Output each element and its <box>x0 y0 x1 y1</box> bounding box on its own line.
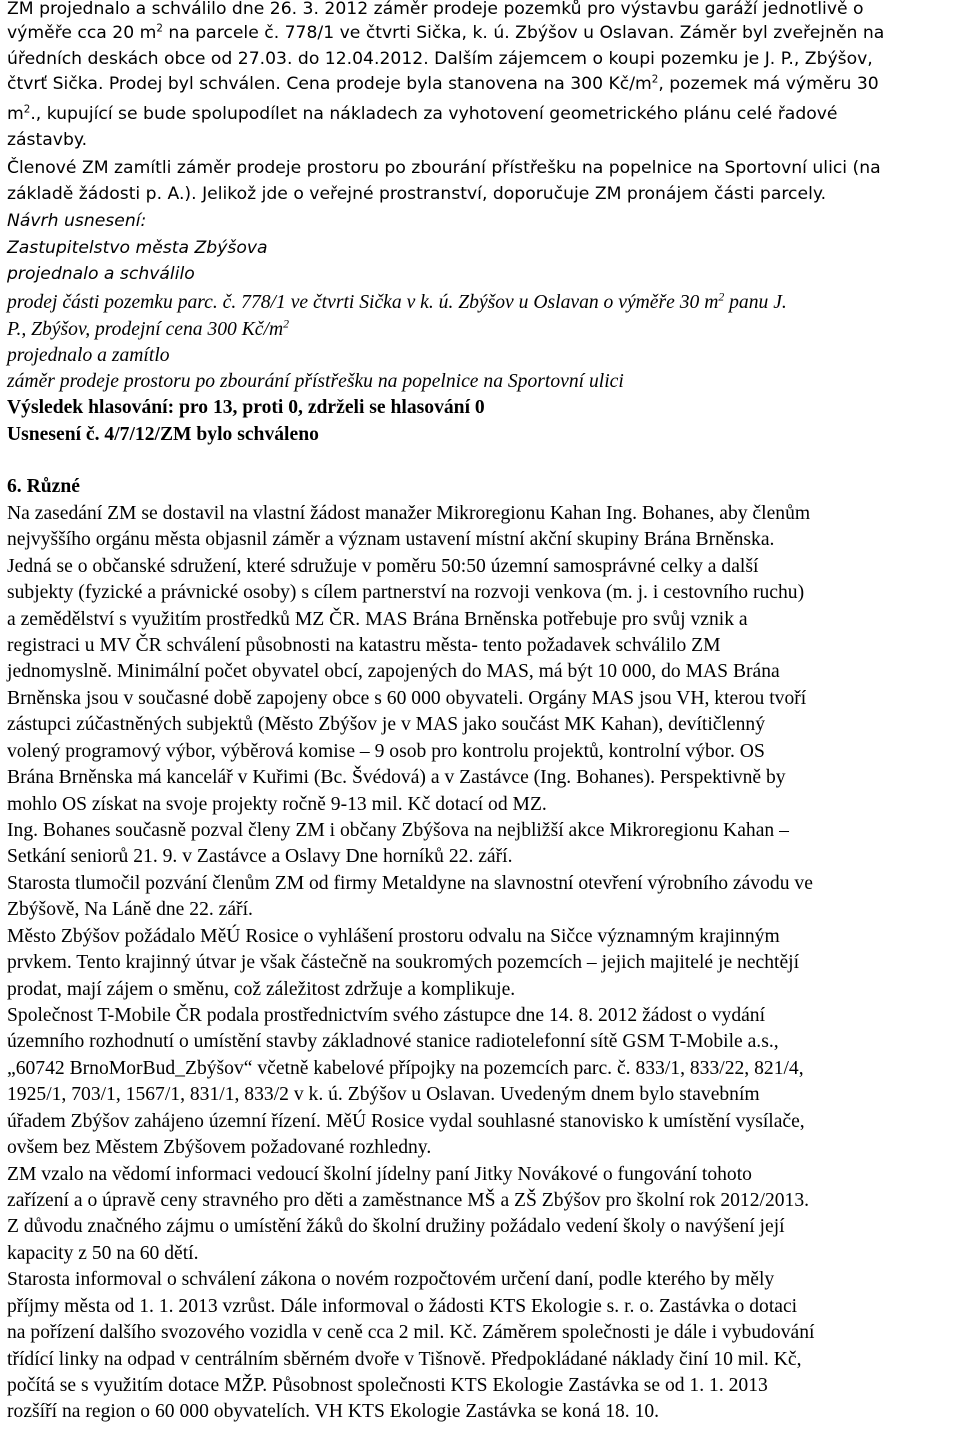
text-line: Brněnska jsou v současné době zapojeny obce s 60 000 obyvateli. Orgány MAS jsou VH, kterou tvoří <box>7 688 807 709</box>
text-line: třídící linky na odpad v centrálním sběrném dvoře v Tišnově. Předpokládané náklady činí 10 mil. Kč, <box>7 1349 802 1370</box>
resolution-number: Usnesení č. 4/7/12/ZM bylo schváleno <box>7 424 319 445</box>
text-line: zástupci zúčastněných subjektů (Město Zbýšov je v MAS jako součást MK Kahan), devítičlenný <box>7 714 766 735</box>
text-line: územního rozhodnutí o umístění stavby základnové stanice radiotelefonní sítě GSM T-Mobile a.s., <box>7 1031 779 1052</box>
resolution-line: prodej části pozemku parc. č. 778/1 ve čtvrti Sička v k. ú. Zbýšov u Oslavan o výměře 30 $m^2$ panu J. <box>7 290 787 313</box>
text-line: na pořízení dalšího svozového vozidla v ceně cca 2 mil. Kč. Záměrem společnosti je dále i vybudování <box>7 1322 815 1343</box>
text-line: Setkání seniorů 21. 9. v Zastávce a Oslavy Dne horníků 22. září. <box>7 846 513 867</box>
text-line: zařízení a o úpravě ceny stravného pro děti a zaměstnance MŠ a ZŠ Zbýšov pro školní rok 2012/2013. <box>7 1190 810 1211</box>
text-line: „60742 BrnoMorBud_Zbýšov“ včetně kabelové přípojky na pozemcích parc. č. 833/1, 833/22, 821/4, <box>7 1058 804 1079</box>
text-line: počítá se s využitím dotace MŽP. Působnost společnosti KTS Ekologie Zastávka se od 1. 1. 2013 <box>7 1375 768 1396</box>
text-line: subjekty (fyzické a právnické osoby) s cílem partnerství na rozvoji venkova (m. j. i cestovního ruchu) <box>7 582 805 603</box>
text-line: Z důvodu značného zájmu o umístění žáků do školní družiny požádalo vedení školy o navýšení její <box>7 1216 785 1237</box>
section-heading: 6. Různé <box>7 476 80 497</box>
text-line: Jedná se o občanské sdružení, které sdružuje v poměru 50:50 územní samosprávné celky a další <box>7 556 759 577</box>
text-line: Na zasedání ZM se dostavil na vlastní žádost manažer Mikroregionu Kahan Ing. Bohanes, aby členům <box>7 503 811 524</box>
text-line: a zemědělství s využitím prostředků MZ ČR. MAS Brána Brněnska potřebuje pro svůj vznik a <box>7 609 748 630</box>
text-line: zástavby. <box>7 130 88 150</box>
text-line: Zbýšově, Na Láně dne 22. září. <box>7 899 253 920</box>
text-line: kapacity z 50 na 60 dětí. <box>7 1243 199 1264</box>
text-line: ZM vzalo na vědomí informaci vedoucí školní jídelny paní Jitky Novákové o fungování tohoto <box>7 1164 752 1185</box>
text-line: úřadem Zbýšov zahájeno územní řízení. MěÚ Rosice vydal souhlasné stanovisko k umístění vysílače, <box>7 1111 805 1132</box>
text-line: úředních deskách obce od 27.03. do 12.04.2012. Dalším zájemcem o koupi pozemku je J. P., Zbýšov, <box>7 49 873 69</box>
text-line: příjmy města od 1. 1. 2013 vzrůst. Dále informoval o žádosti KTS Ekologie s. r. o. Zastávka o dotaci <box>7 1296 798 1317</box>
text-line: Společnost T-Mobile ČR podala prostřednictvím svého zástupce dne 14. 8. 2012 žádost o vydání <box>7 1005 766 1026</box>
text-line: prodat, mají zájem o směnu, což záležitost zdržuje a komplikuje. <box>7 979 516 1000</box>
text-line: volený programový výbor, výběrová komise – 9 osob pro kontrolu projektů, kontrolní výbor. OS <box>7 741 765 762</box>
text-line: prvkem. Tento krajinný útvar je však částečně na soukromých pozemcích – jejich majitelé je nechtějí <box>7 952 800 973</box>
text-line: Ing. Bohanes současně pozval členy ZM i občany Zbýšova na nejbližší akce Mikroregionu Kahan – <box>7 820 789 841</box>
text-line: Členové ZM zamítli záměr prodeje prostoru po zbourání přístřešku na popelnice na Sportovní ulici (na <box>7 158 881 178</box>
text-line: $m^2$., kupující se bude spolupodílet na nákladech za vyhotovení geometrického plánu celé řadové <box>7 103 838 124</box>
text-line: výměře cca 20 $m^2$ na parcele č. 778/1 ve čtvrti Sička, k. ú. Zbýšov u Oslavan. Záměr byl zveřejněn na <box>7 22 885 43</box>
resolution-line: P., Zbýšov, prodejní cena 300 $Kč/m^2$ <box>7 317 289 340</box>
resolution-heading: Návrh usnesení: <box>7 211 147 231</box>
text-line: registraci u MV ČR schválení působnosti na katastru města- tento požadavek schválilo ZM <box>7 635 721 656</box>
text-line: nejvyššího orgánu města objasnil záměr a význam ustavení místní akční skupiny Brána Brněnska. <box>7 529 775 550</box>
resolution-line: záměr prodeje prostoru po zbourání přístřešku na popelnice na Sportovní ulici <box>7 371 624 392</box>
text-line: 1925/1, 703/1, 1567/1, 831/1, 833/2 v k. ú. Zbýšov u Oslavan. Uvedeným dnem bylo stavebním <box>7 1084 760 1105</box>
text-line: ZM projednalo a schválilo dne 26. 3. 2012 záměr prodeje pozemků pro výstavbu garáží jednotlivě o <box>7 0 864 19</box>
text-line: Starosta tlumočil pozvání členům ZM od firmy Metaldyne na slavnostní otevření výrobního závodu ve <box>7 873 813 894</box>
text-line: ovšem bez Městem Zbýšovem požadované rozhledny. <box>7 1137 432 1158</box>
text-line: mohlo OS získat na svoje projekty ročně 9-13 mil. Kč dotací od MZ. <box>7 794 547 815</box>
text-line: základě žádosti p. A.). Jelikož jde o veřejné prostranství, doporučuje ZM pronájem části parcely. <box>7 184 827 204</box>
resolution-line: projednalo a zamítlo <box>7 345 170 366</box>
text-line: čtvrť Sička. Prodej byl schválen. Cena prodeje byla stanovena na 300 $Kč/m^2$, pozemek má výměru 30 <box>7 73 879 94</box>
text-line: Město Zbýšov požádalo MěÚ Rosice o vyhlášení prostoru odvalu na Sičce významným krajinným <box>7 926 780 947</box>
text-line: Starosta informoval o schválení zákona o novém rozpočtovém určení daní, podle kterého by měly <box>7 1269 775 1290</box>
resolution-line: projednalo a schválilo <box>7 264 195 284</box>
vote-result: Výsledek hlasování: pro 13, proti 0, zdrželi se hlasování 0 <box>7 397 485 418</box>
text-line: Brána Brněnska má kancelář v Kuřimi (Bc. Švédová) a v Zastávce (Ing. Bohanes). Perspektivně by <box>7 767 786 788</box>
text-line: rozšíří na region o 60 000 obyvatelích. VH KTS Ekologie Zastávka se koná 18. 10. <box>7 1401 660 1422</box>
resolution-line: Zastupitelstvo města Zbýšova <box>7 238 268 258</box>
text-line: jednomyslně. Minimální počet obyvatel obcí, zapojených do MAS, má být 10 000, do MAS Brána <box>7 661 780 682</box>
